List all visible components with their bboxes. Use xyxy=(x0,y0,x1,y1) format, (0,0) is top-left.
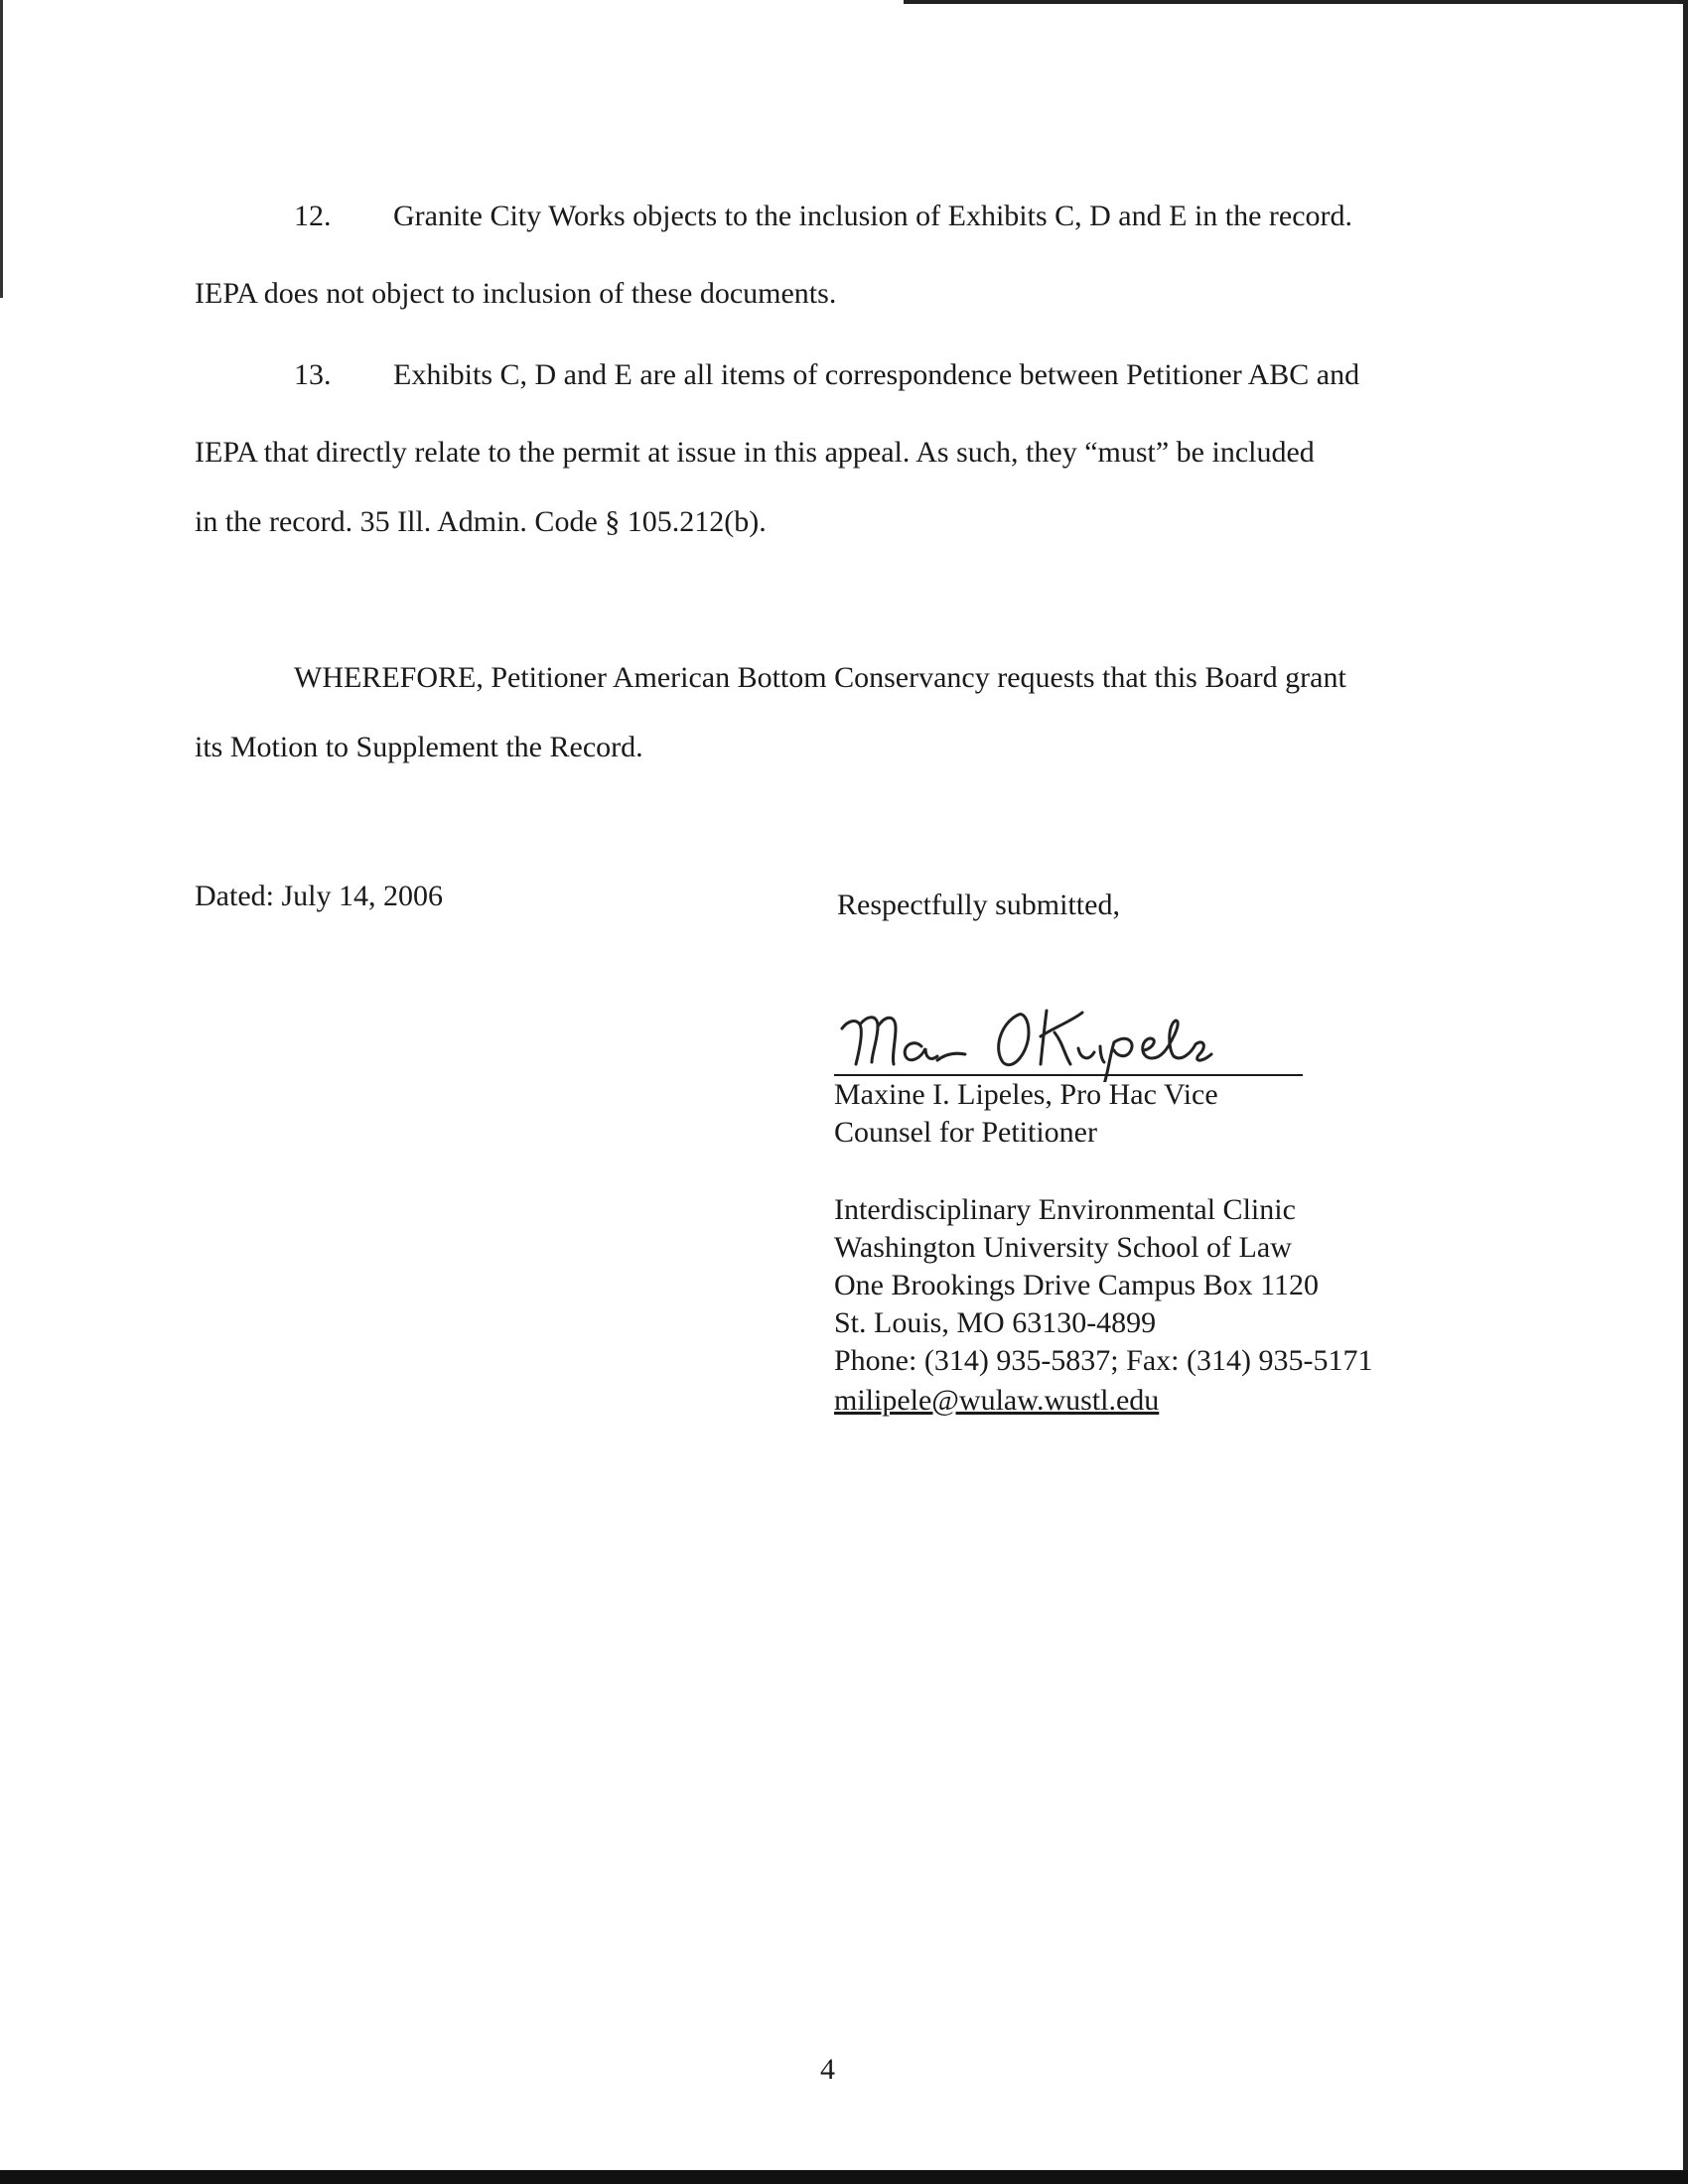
paragraph-13-first-line xyxy=(294,360,1359,390)
scan-border-top xyxy=(904,0,1688,4)
paragraph-13-line-2: IEPA that directly relate to the permit at issue in this appeal. As such, they “must” be included xyxy=(195,436,1315,469)
wherefore-line-2: its Motion to Supplement the Record. xyxy=(195,731,643,763)
address-line-4: St. Louis, MO 63130-4899 xyxy=(834,1306,1157,1339)
paragraph-12-line-2: IEPA does not object to inclusion of these documents. xyxy=(195,277,837,310)
dated-line: Dated: July 14, 2006 xyxy=(195,880,443,912)
page-number: 4 xyxy=(820,2053,835,2086)
address-line-1: Interdisciplinary Environmental Clinic xyxy=(834,1193,1296,1226)
wherefore-line-1: WHEREFORE, Petitioner American Bottom Conservancy requests that this Board grant xyxy=(294,661,1346,694)
paragraph-13-line-3: in the record. 35 Ill. Admin. Code § 105.212(b). xyxy=(195,505,767,538)
signature-line xyxy=(834,1074,1303,1076)
paragraph-text: Exhibits C, D and E are all items of correspondence between Petitioner ABC and xyxy=(393,358,1360,391)
scan-border-right xyxy=(1683,0,1688,2184)
paragraph-number: 12. xyxy=(294,200,332,232)
scan-border-bottom xyxy=(0,2170,1688,2184)
email-link[interactable]: milipele@wulaw.wustl.edu xyxy=(834,1384,1160,1417)
paragraph-12-first-line xyxy=(294,202,1352,231)
address-line-3: One Brookings Drive Campus Box 1120 xyxy=(834,1269,1320,1301)
scan-border-left xyxy=(0,0,3,298)
address-line-2: Washington University School of Law xyxy=(834,1231,1292,1264)
phone-fax-line: Phone: (314) 935-5837; Fax: (314) 935-5171 xyxy=(834,1344,1373,1377)
handwritten-signature xyxy=(834,993,1311,1082)
closing-line: Respectfully submitted, xyxy=(837,888,1120,921)
signatory-name: Maxine I. Lipeles, Pro Hac Vice xyxy=(834,1078,1218,1111)
signatory-role: Counsel for Petitioner xyxy=(834,1116,1097,1149)
paragraph-text: Granite City Works objects to the inclusion of Exhibits C, D and E in the record. xyxy=(393,200,1353,232)
paragraph-number: 13. xyxy=(294,358,332,391)
